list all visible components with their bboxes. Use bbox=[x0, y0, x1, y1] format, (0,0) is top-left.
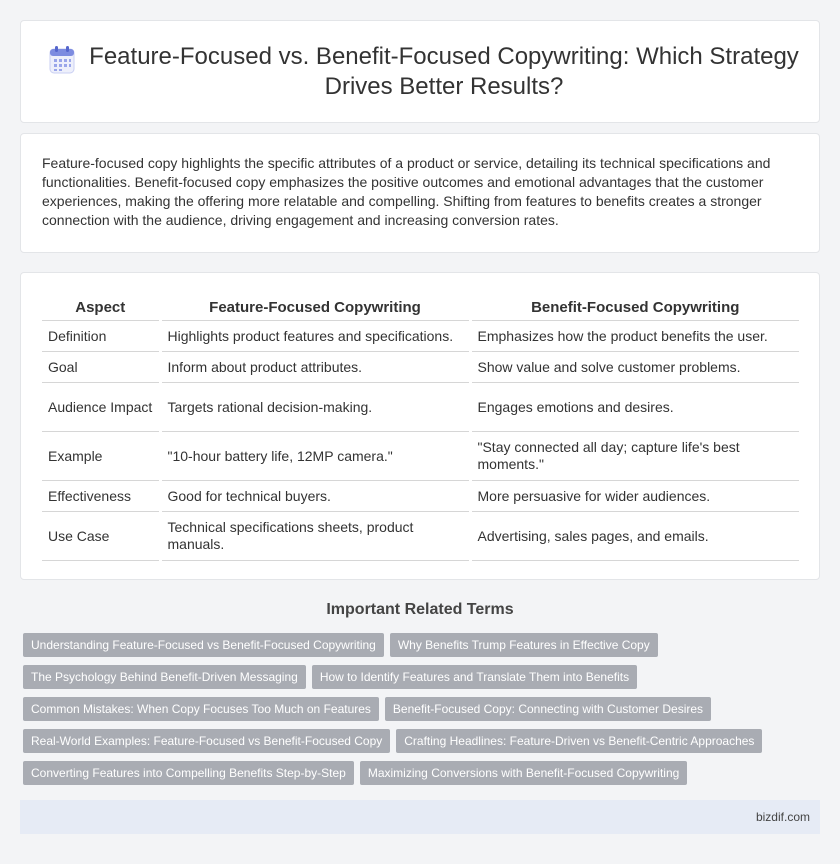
table-cell: Technical specifications sheets, product manuals. bbox=[160, 512, 470, 561]
table-cell: Goal bbox=[42, 352, 160, 383]
table-cell: Engages emotions and desires. bbox=[470, 383, 799, 432]
table-cell: Show value and solve customer problems. bbox=[470, 352, 799, 383]
related-term-link[interactable]: Crafting Headlines: Feature-Driven vs Benefit-Centric Approaches bbox=[396, 729, 762, 753]
summary-card bbox=[20, 133, 820, 253]
table-cell: Example bbox=[42, 432, 160, 481]
related-term-link[interactable]: How to Identify Features and Translate Them into Benefits bbox=[312, 665, 637, 689]
table-cell: "Stay connected all day; capture life's best moments." bbox=[470, 432, 799, 481]
related-term-link[interactable]: Why Benefits Trump Features in Effective Copy bbox=[390, 633, 658, 657]
page-title: Feature-Focused vs. Benefit-Focused Copywriting: Which Strategy Drives Better Results? bbox=[89, 42, 799, 100]
summary-paragraph: Feature-focused copy highlights the specific attributes of a product or service, detailing its technical specifications and functionalities. Benefit-focused copy emphasizes the positive outcomes and emotional advantages that the customer experiences, making the offering more relatable and compelling. Shifting from features to benefits creates a stronger connection with the audience, driving engagement and increasing conversion rates. bbox=[42, 155, 771, 228]
tag-row bbox=[23, 761, 817, 785]
table-cell: Good for technical buyers. bbox=[160, 481, 470, 512]
related-terms-list bbox=[23, 633, 817, 793]
tag-row bbox=[23, 633, 817, 657]
related-term-link[interactable]: Benefit-Focused Copy: Connecting with Customer Desires bbox=[385, 697, 711, 721]
table-cell: Targets rational decision-making. bbox=[160, 383, 470, 432]
table-cell: Definition bbox=[42, 321, 160, 352]
related-term-link[interactable]: Converting Features into Compelling Benefits Step-by-Step bbox=[23, 761, 354, 785]
column-header-benefit: Benefit-Focused Copywriting bbox=[470, 295, 799, 321]
comparison-card bbox=[20, 272, 820, 580]
tag-row bbox=[23, 729, 817, 753]
related-term-link[interactable]: Understanding Feature-Focused vs Benefit-Focused Copywriting bbox=[23, 633, 384, 657]
table-row bbox=[42, 512, 799, 561]
table-row bbox=[42, 383, 799, 432]
table-row bbox=[42, 481, 799, 512]
table-cell: Inform about product attributes. bbox=[160, 352, 470, 383]
related-term-link[interactable]: Common Mistakes: When Copy Focuses Too Much on Features bbox=[23, 697, 379, 721]
table-cell: Emphasizes how the product benefits the user. bbox=[470, 321, 799, 352]
related-term-link[interactable]: Real-World Examples: Feature-Focused vs Benefit-Focused Copy bbox=[23, 729, 390, 753]
table-cell: Effectiveness bbox=[42, 481, 160, 512]
comparison-table bbox=[42, 295, 799, 561]
tag-row bbox=[23, 697, 817, 721]
column-header-feature: Feature-Focused Copywriting bbox=[160, 295, 470, 321]
site-domain-link[interactable]: bizdif.com bbox=[755, 810, 810, 824]
header-card bbox=[20, 20, 820, 123]
table-cell: Highlights product features and specifications. bbox=[160, 321, 470, 352]
table-cell: "10-hour battery life, 12MP camera." bbox=[160, 432, 470, 481]
column-header-aspect: Aspect bbox=[42, 295, 160, 321]
related-term-link[interactable]: The Psychology Behind Benefit-Driven Messaging bbox=[23, 665, 306, 689]
table-row bbox=[42, 432, 799, 481]
footer-bar bbox=[20, 800, 820, 834]
tag-row bbox=[23, 665, 817, 689]
related-terms-title: Important Related Terms bbox=[326, 601, 514, 618]
table-cell: Use Case bbox=[42, 512, 160, 561]
table-row bbox=[42, 352, 799, 383]
table-header-row bbox=[42, 295, 799, 321]
table-cell: Advertising, sales pages, and emails. bbox=[470, 512, 799, 561]
table-cell: More persuasive for wider audiences. bbox=[470, 481, 799, 512]
table-cell: Audience Impact bbox=[42, 383, 160, 432]
table-row bbox=[42, 321, 799, 352]
related-term-link[interactable]: Maximizing Conversions with Benefit-Focused Copywriting bbox=[360, 761, 687, 785]
